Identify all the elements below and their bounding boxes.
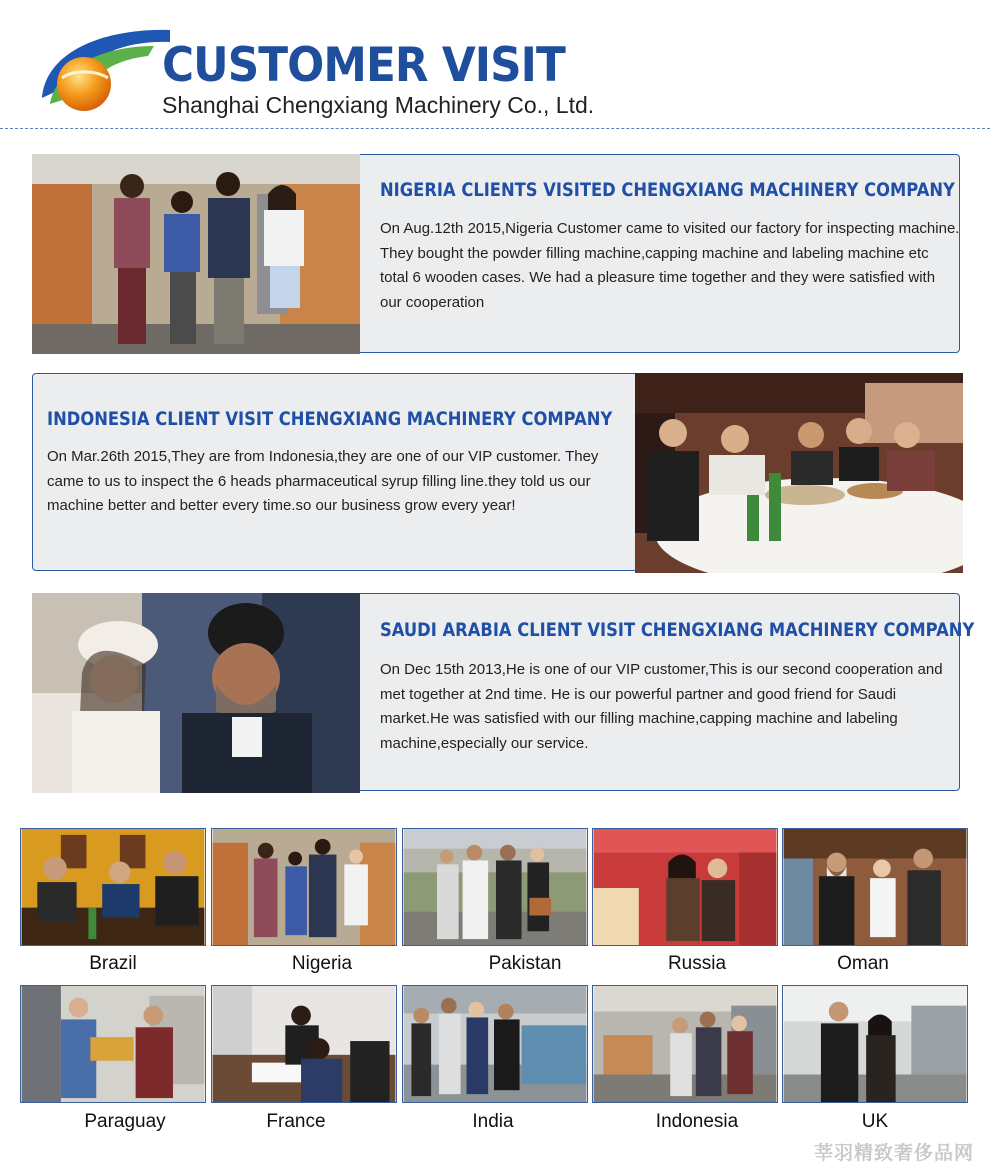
visit-card-nigeria bbox=[356, 154, 960, 353]
visit-card-saudi-arabia bbox=[356, 593, 975, 791]
oman-visit-photo bbox=[782, 828, 968, 946]
visit-description: On Aug.12th 2015,Nigeria Customer came to visited our factory for inspecting machine. They bought the powder filling machine,capping machine and labeling machine etc total 6 wooden cases. We had a pleasure time together and they were satisfied with our cooperation bbox=[380, 220, 960, 311]
india-visit-photo bbox=[402, 985, 588, 1103]
pakistan-visit-photo bbox=[402, 828, 588, 946]
visit-title: SAUDI ARABIA CLIENT VISIT CHENGXIANG MACHINERY COMPANY bbox=[380, 619, 975, 641]
gallery-caption: Oman bbox=[837, 953, 889, 974]
visit-title: NIGERIA CLIENTS VISITED CHENGXIANG MACHINERY COMPANY bbox=[380, 179, 955, 201]
france-visit-photo bbox=[211, 985, 397, 1103]
gallery-caption: Paraguay bbox=[84, 1111, 166, 1132]
nigeria-gallery-photo bbox=[211, 828, 397, 946]
brazil-visit-photo bbox=[20, 828, 206, 946]
saudi-arabia-visit-photo bbox=[32, 593, 360, 793]
watermark: 莘羽精致奢侈品网 bbox=[813, 1142, 974, 1164]
gallery-caption: Indonesia bbox=[655, 1111, 739, 1132]
gallery-caption: India bbox=[472, 1111, 514, 1132]
uk-visit-photo bbox=[782, 985, 968, 1103]
indonesia-gallery-photo bbox=[592, 985, 778, 1103]
visit-title: INDONESIA CLIENT VISIT CHENGXIANG MACHINERY COMPANY bbox=[47, 408, 613, 430]
gallery-caption: Brazil bbox=[89, 953, 137, 974]
page-title: CUSTOMER VISIT bbox=[162, 38, 565, 93]
gallery-caption: Pakistan bbox=[488, 953, 562, 974]
company-name: Shanghai Chengxiang Machinery Co., Ltd. bbox=[162, 92, 595, 118]
gallery-caption: UK bbox=[861, 1111, 889, 1132]
header-divider bbox=[0, 128, 990, 129]
visit-description: On Dec 15th 2013,He is one of our VIP customer,This is our second cooperation and met together at 2nd time. He is our powerful partner and good friend for Saudi market.He was satisfied with our filling machine,capping machine and labeling machine,especially our service. bbox=[380, 661, 943, 752]
nigeria-visit-photo bbox=[32, 154, 360, 354]
gallery-caption: Nigeria bbox=[291, 953, 353, 974]
paraguay-visit-photo bbox=[20, 985, 206, 1103]
russia-visit-photo bbox=[592, 828, 778, 946]
visit-description: On Mar.26th 2015,They are from Indonesia,they are one of our VIP customer. They came to us to inspect the 6 heads pharmaceutical syrup filling line.they told us our machine better and better every time.so our business grow every year! bbox=[47, 448, 599, 514]
visit-card-indonesia bbox=[32, 373, 638, 571]
gallery-caption: Russia bbox=[667, 953, 727, 974]
gallery-caption: France bbox=[266, 1111, 326, 1132]
indonesia-visit-photo bbox=[635, 373, 963, 573]
company-logo bbox=[36, 20, 176, 124]
